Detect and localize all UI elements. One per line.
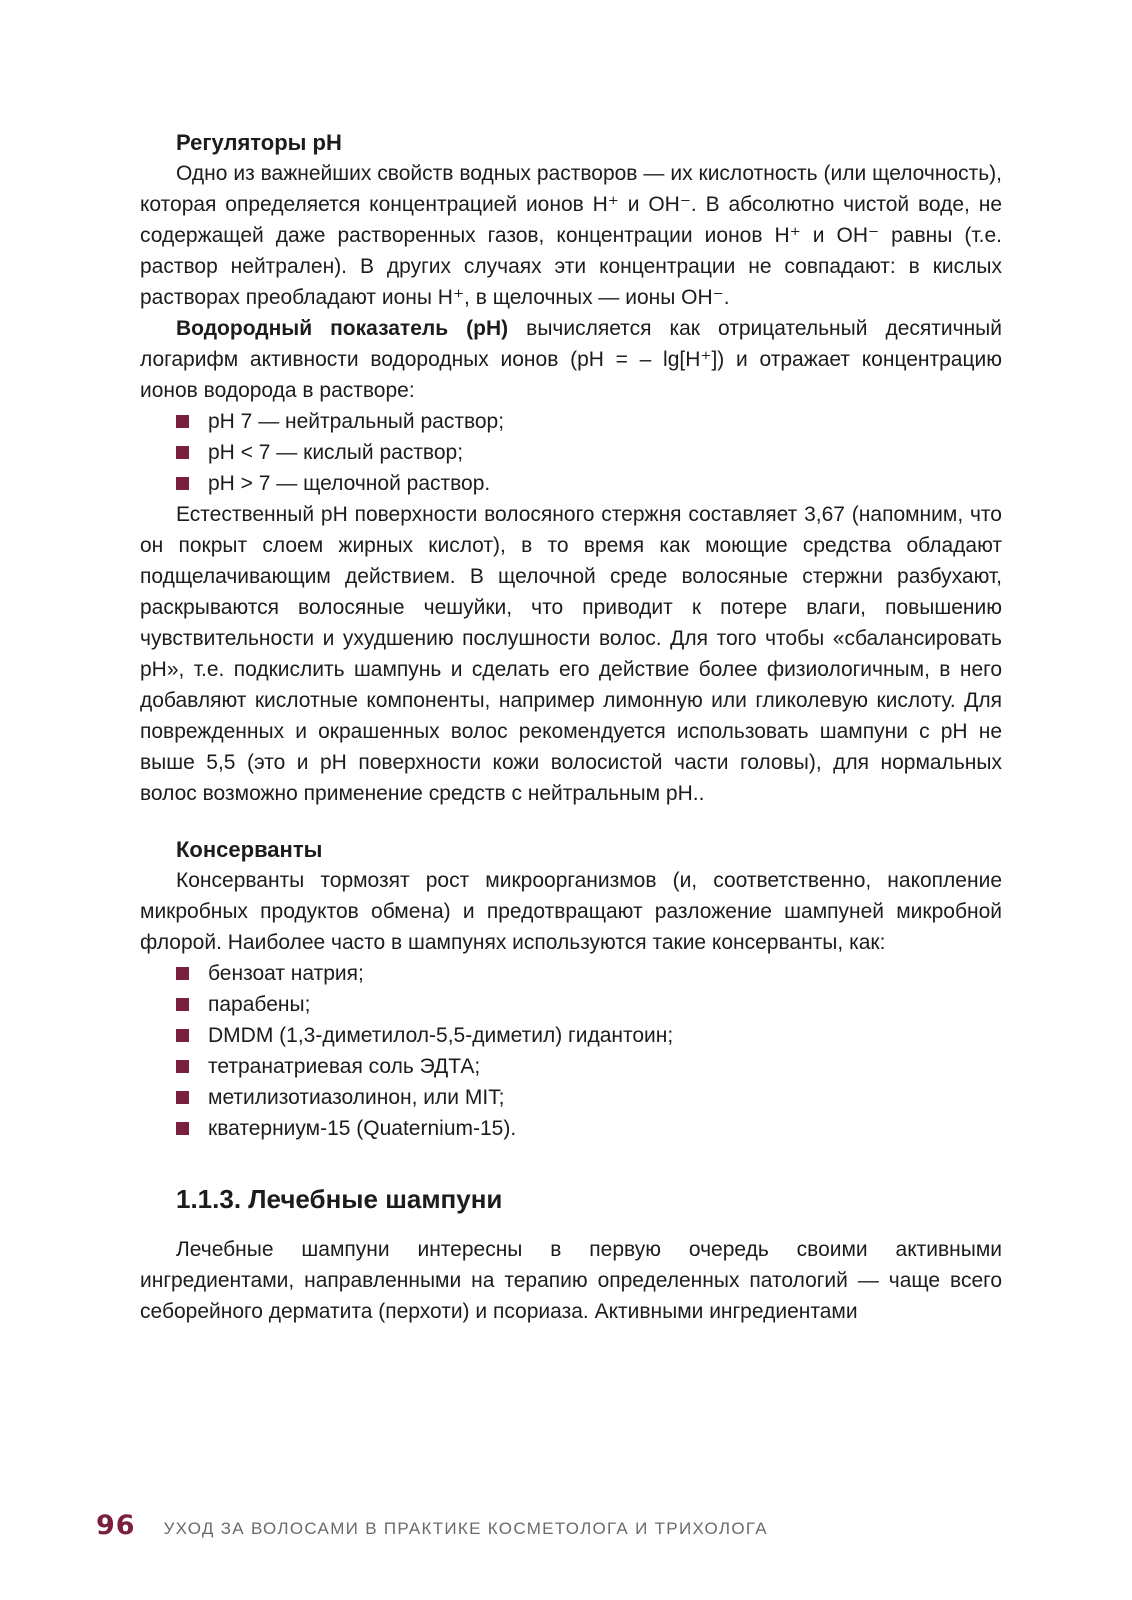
square-bullet-icon xyxy=(176,477,189,490)
square-bullet-icon xyxy=(176,1029,189,1042)
square-bullet-icon xyxy=(176,1060,189,1073)
list-item: pH > 7 — щелочной раствор. xyxy=(176,468,1002,499)
section-medicated-shampoos xyxy=(140,1182,1002,1327)
square-bullet-icon xyxy=(176,446,189,459)
running-title: УХОД ЗА ВОЛОСАМИ В ПРАКТИКЕ КОСМЕТОЛОГА И ТРИХОЛОГА xyxy=(163,1519,768,1538)
ph-definition-text: вычисляется как отрицательный десятичный логарифм активности водородных ионов (pH = – lg[H⁺]) и отражает концентрацию ионов водорода в растворе: xyxy=(140,317,1002,402)
paragraph-medicated: Лечебные шампуни интересны в первую очередь своими активными ингредиентами, направленными на терапию определенных патологий — чаще всего себорейного дерматита (перхоти) и псориаза. Активными ингредиентами xyxy=(140,1238,1002,1323)
chapter-heading: 1.1.3. Лечебные шампуни xyxy=(176,1184,503,1214)
square-bullet-icon xyxy=(176,967,189,980)
ph-bullet-list xyxy=(140,406,1002,499)
list-item: кватерниум-15 (Quaternium-15). xyxy=(176,1113,1002,1144)
list-item: DMDM (1,3-диметилол-5,5-диметил) гидантоин; xyxy=(176,1020,1002,1051)
section-heading-ph: Регуляторы pH xyxy=(176,130,342,155)
page-body xyxy=(140,120,1002,1327)
section-ph-regulators xyxy=(140,128,1002,809)
paragraph-preservatives: Консерванты тормозят рост микроорганизмов (и, соответственно, накопление микробных продуктов обмена) и предотвращают разложение шампуней микробной флорой. Наиболее часто в шампунях используются такие консерванты, как: xyxy=(140,869,1002,954)
page-number: 96 xyxy=(96,1510,136,1541)
section-preservatives xyxy=(140,835,1002,1144)
preservatives-bullet-list xyxy=(140,958,1002,1144)
list-item: метилизотиазолинон, или MIT; xyxy=(176,1082,1002,1113)
list-item: pH 7 — нейтральный раствор; xyxy=(176,406,1002,437)
square-bullet-icon xyxy=(176,998,189,1011)
square-bullet-icon xyxy=(176,415,189,428)
square-bullet-icon xyxy=(176,1122,189,1135)
term-ph: Водородный показатель (pH) xyxy=(176,317,509,340)
list-item: pH < 7 — кислый раствор; xyxy=(176,437,1002,468)
paragraph-hair-ph: Естественный pH поверхности волосяного стержня составляет 3,67 (напомним, что он покрыт слоем жирных кислот), в то время как моющие средства обладают подщелачивающим действием. В щелочной среде волосяные стержни разбухают, раскрываются волосяные чешуйки, что приводит к потере влаги, повышению чувствительности и ухудшению послушности волос. Для того чтобы «сбалансировать pH», т.е. подкислить шампунь и сделать его действие более физиологичным, в него добавляют кислотные компоненты, например лимонную или гликолевую кислоту. Для поврежденных и окрашенных волос рекомендуется использовать шампуни с pH не выше 5,5 (это и pH поверхности кожи волосистой части головы), для нормальных волос возможно применение средств с нейтральным pH.. xyxy=(140,503,1002,805)
square-bullet-icon xyxy=(176,1091,189,1104)
list-item: парабены; xyxy=(176,989,1002,1020)
page-footer xyxy=(96,1510,768,1541)
section-heading-preservatives: Консерванты xyxy=(176,837,323,862)
paragraph-ph-intro: Одно из важнейших свойств водных растворов — их кислотность (или щелочность), которая определяется концентрацией ионов H⁺ и OH⁻. В абсолютно чистой воде, не содержащей даже растворенных газов, концентрации ионов H⁺ и OH⁻ равны (т.е. раствор нейтрален). В других случаях эти концентрации не совпадают: в кислых растворах преобладают ионы H⁺, в щелочных — ионы OH⁻. xyxy=(140,162,1002,309)
list-item: бензоат натрия; xyxy=(176,958,1002,989)
list-item: тетранатриевая соль ЭДТА; xyxy=(176,1051,1002,1082)
paragraph-ph-definition xyxy=(140,313,1002,406)
